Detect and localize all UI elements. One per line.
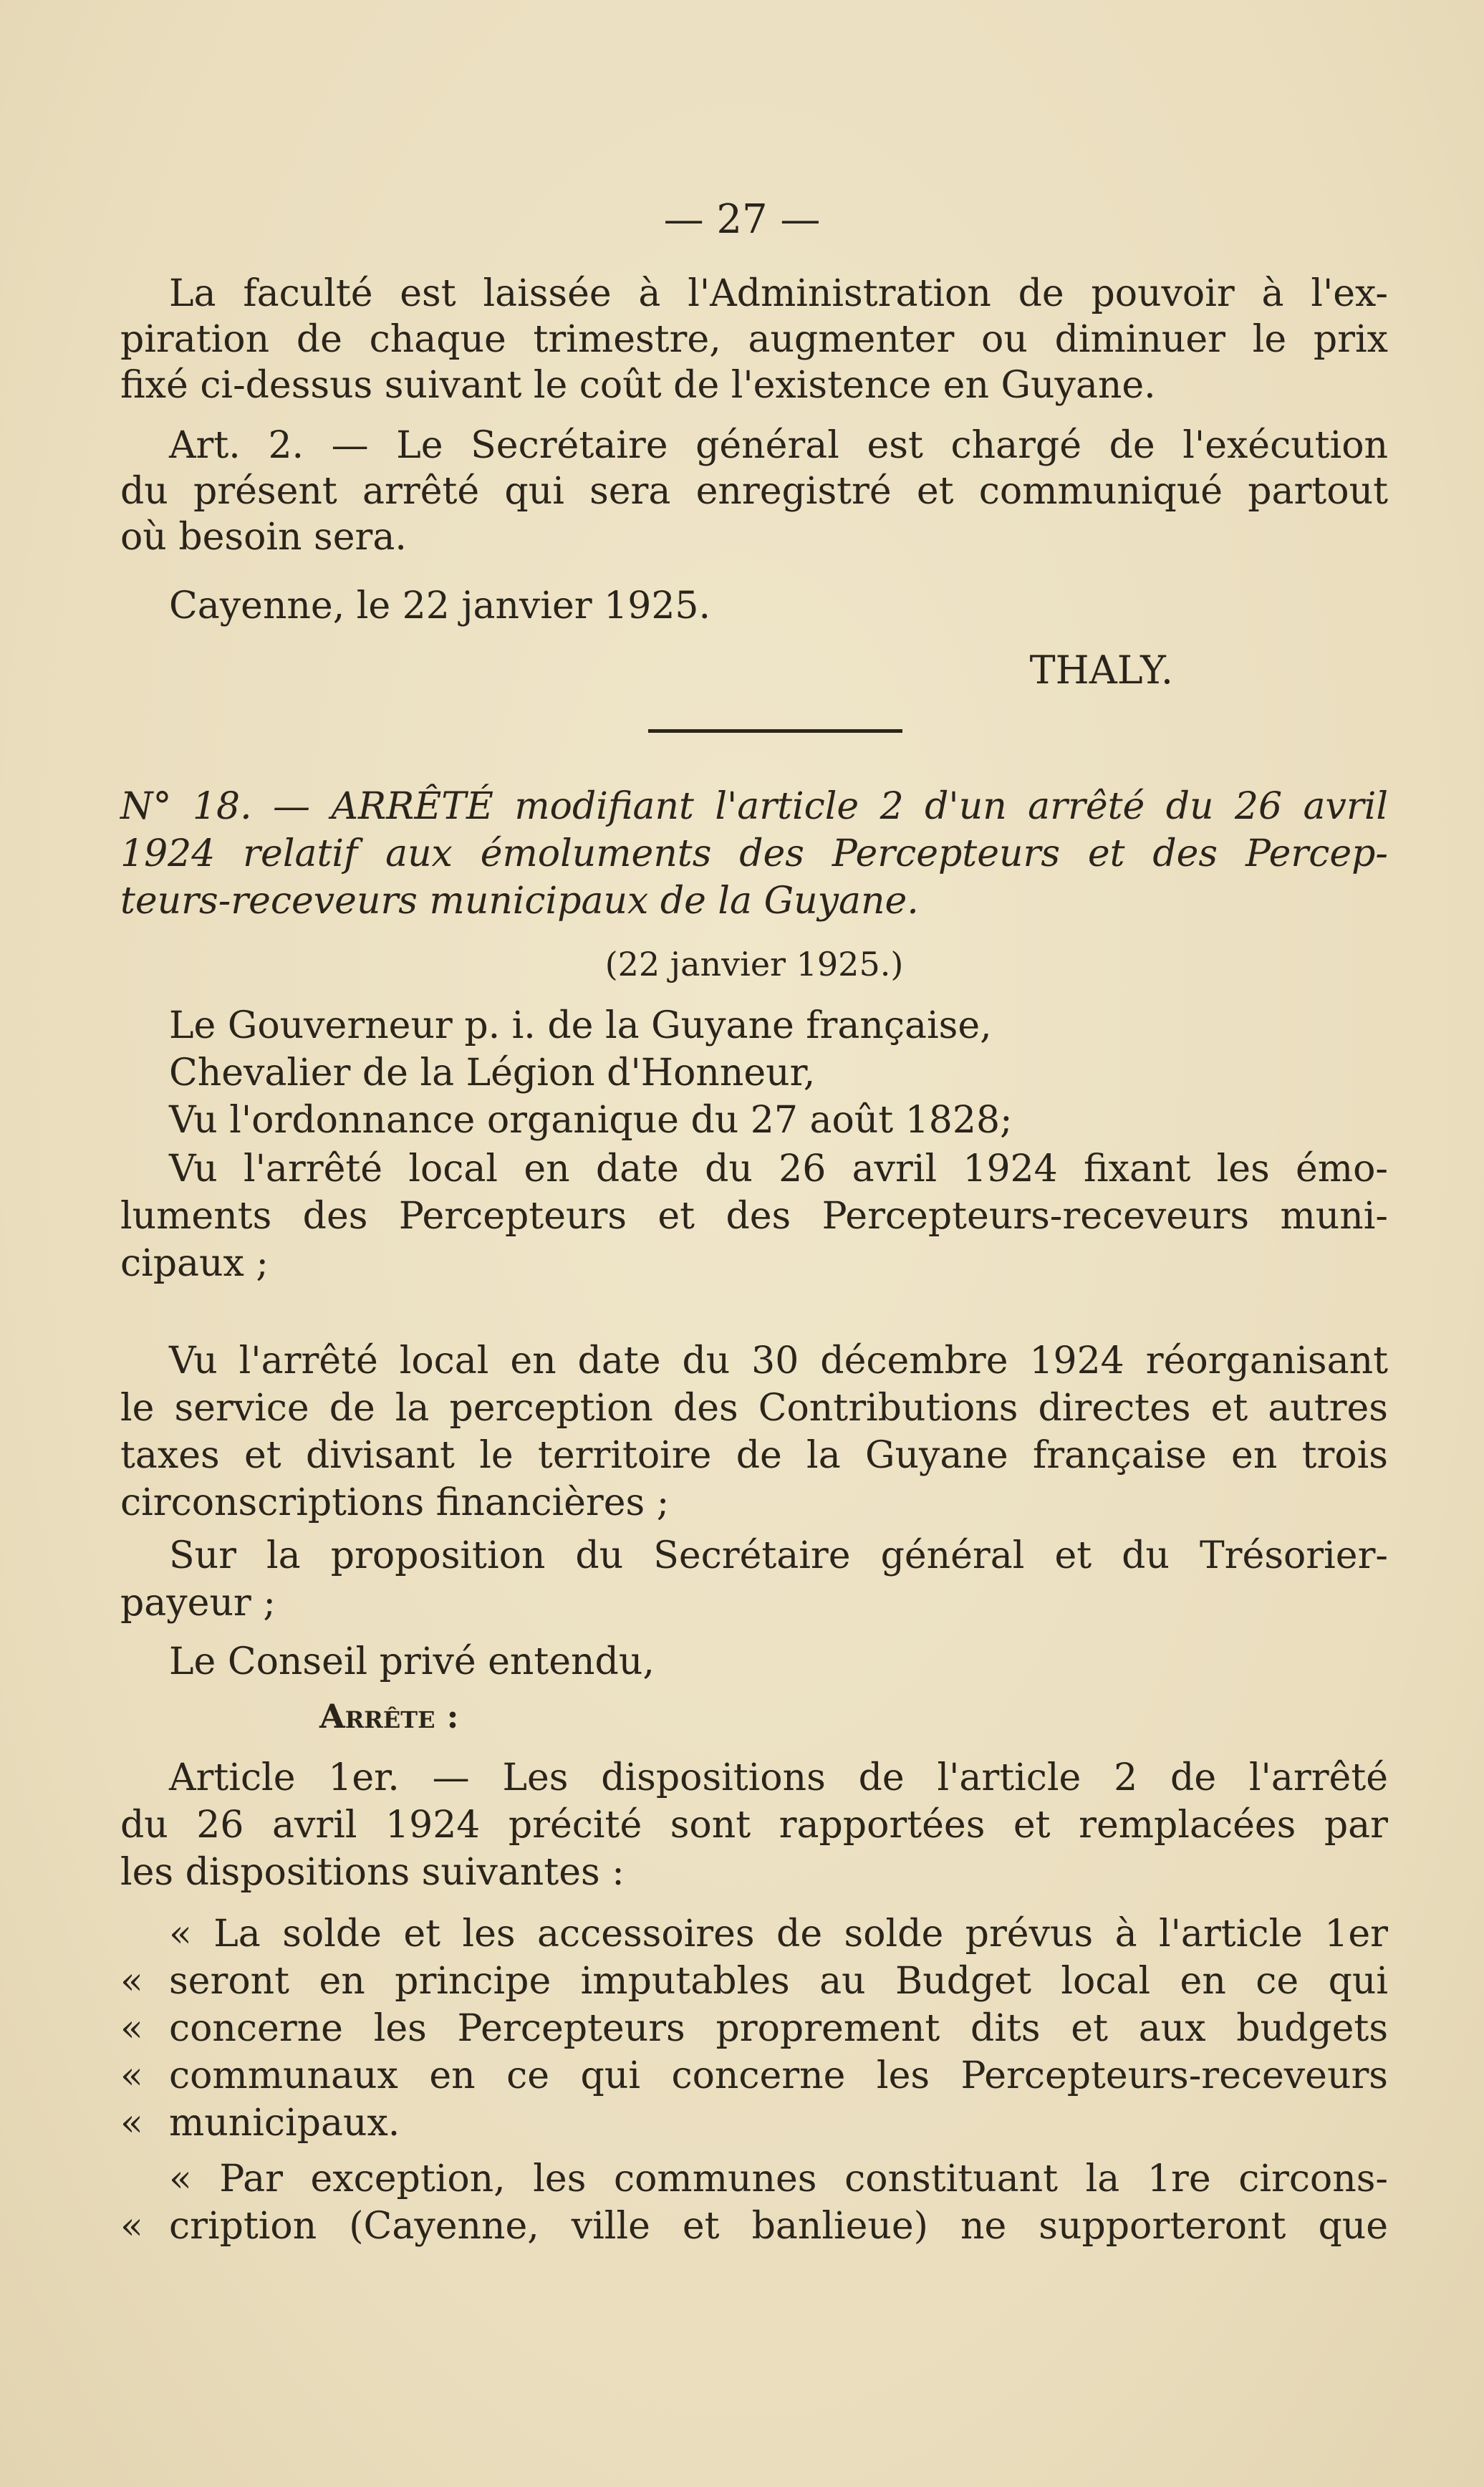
text-line: les dispositions suivantes : bbox=[120, 1851, 625, 1894]
text-line: cipaux ; bbox=[120, 1242, 269, 1285]
text-line: fixé ci-dessus suivant le coût de l'existence en Guyane. bbox=[120, 364, 1156, 407]
text-line: Le Conseil privé entendu, bbox=[169, 1640, 655, 1683]
quote-mark: « bbox=[120, 2007, 143, 2050]
text-line: Art. 2. — Le Secrétaire général est chargé de l'exécution bbox=[169, 424, 1388, 467]
quote-mark: « bbox=[120, 2205, 143, 2248]
decree-heading: 1924 relatif aux émoluments des Percepteurs et des Percep- bbox=[120, 832, 1388, 875]
text-line: où besoin sera. bbox=[120, 516, 407, 559]
quote-mark: « bbox=[120, 1960, 143, 2003]
text-line: Chevalier de la Légion d'Honneur, bbox=[169, 1052, 816, 1095]
quoted-line bbox=[120, 1958, 1388, 2004]
date-line: Cayenne, le 22 janvier 1925. bbox=[169, 585, 711, 627]
quoted-text: cription (Cayenne, ville et banlieue) ne supporteront que bbox=[169, 2205, 1388, 2248]
separator-rule bbox=[648, 729, 902, 733]
quoted-text: municipaux. bbox=[169, 2102, 400, 2145]
text-line: circonscriptions financières ; bbox=[120, 1481, 670, 1524]
quoted-line bbox=[120, 2203, 1388, 2249]
text-line: le service de la perception des Contributions directes et autres bbox=[120, 1387, 1388, 1430]
quoted-line bbox=[120, 2053, 1388, 2099]
quoted-line bbox=[120, 2006, 1388, 2051]
decree-heading: teurs-receveurs municipaux de la Guyane. bbox=[120, 880, 919, 923]
page-number: — 27 — bbox=[663, 196, 821, 243]
text-line: La faculté est laissée à l'Administration de pouvoir à l'ex- bbox=[169, 272, 1388, 315]
text-line: Vu l'arrêté local en date du 30 décembre 1924 réorganisant bbox=[169, 1339, 1388, 1382]
quote-mark: « bbox=[120, 2102, 143, 2145]
text-line: « La solde et les accessoires de solde prévus à l'article 1er bbox=[169, 1913, 1388, 1956]
text-line: luments des Percepteurs et des Percepteurs-receveurs muni- bbox=[120, 1195, 1388, 1238]
decree-heading: N° 18. — ARRÊTÉ modifiant l'article 2 d'un arrêté du 26 avril bbox=[120, 785, 1388, 828]
text-line: Vu l'arrêté local en date du 26 avril 1924 fixant les émo- bbox=[169, 1148, 1388, 1190]
text-line: payeur ; bbox=[120, 1582, 276, 1625]
text-line: « Par exception, les communes constituant la 1re circons- bbox=[169, 2158, 1388, 2200]
arrete-heading: Arrête : bbox=[319, 1697, 459, 1736]
text-line: Sur la proposition du Secrétaire général et du Trésorier- bbox=[169, 1534, 1388, 1577]
text-line: du 26 avril 1924 précité sont rapportées et remplacées par bbox=[120, 1804, 1388, 1847]
quoted-text: communaux en ce qui concerne les Percepteurs-receveurs bbox=[169, 2054, 1388, 2097]
text-line: du présent arrêté qui sera enregistré et communiqué partout bbox=[120, 470, 1388, 513]
text-line: piration de chaque trimestre, augmenter ou diminuer le prix bbox=[120, 318, 1388, 361]
text-line: Le Gouverneur p. i. de la Guyane française, bbox=[169, 1004, 992, 1047]
quote-mark: « bbox=[120, 2054, 143, 2097]
decree-date: (22 janvier 1925.) bbox=[604, 945, 904, 983]
signature: THALY. bbox=[1029, 648, 1173, 693]
text-line: taxes et divisant le territoire de la Guyane française en trois bbox=[120, 1434, 1388, 1477]
quoted-text: seront en principe imputables au Budget local en ce qui bbox=[169, 1960, 1388, 2003]
text-line: Vu l'ordonnance organique du 27 août 1828; bbox=[169, 1099, 1013, 1142]
text-line: Article 1er. — Les dispositions de l'article 2 de l'arrêté bbox=[169, 1756, 1388, 1799]
quoted-text: concerne les Percepteurs proprement dits et aux budgets bbox=[169, 2007, 1388, 2050]
quoted-line bbox=[120, 2100, 1388, 2146]
